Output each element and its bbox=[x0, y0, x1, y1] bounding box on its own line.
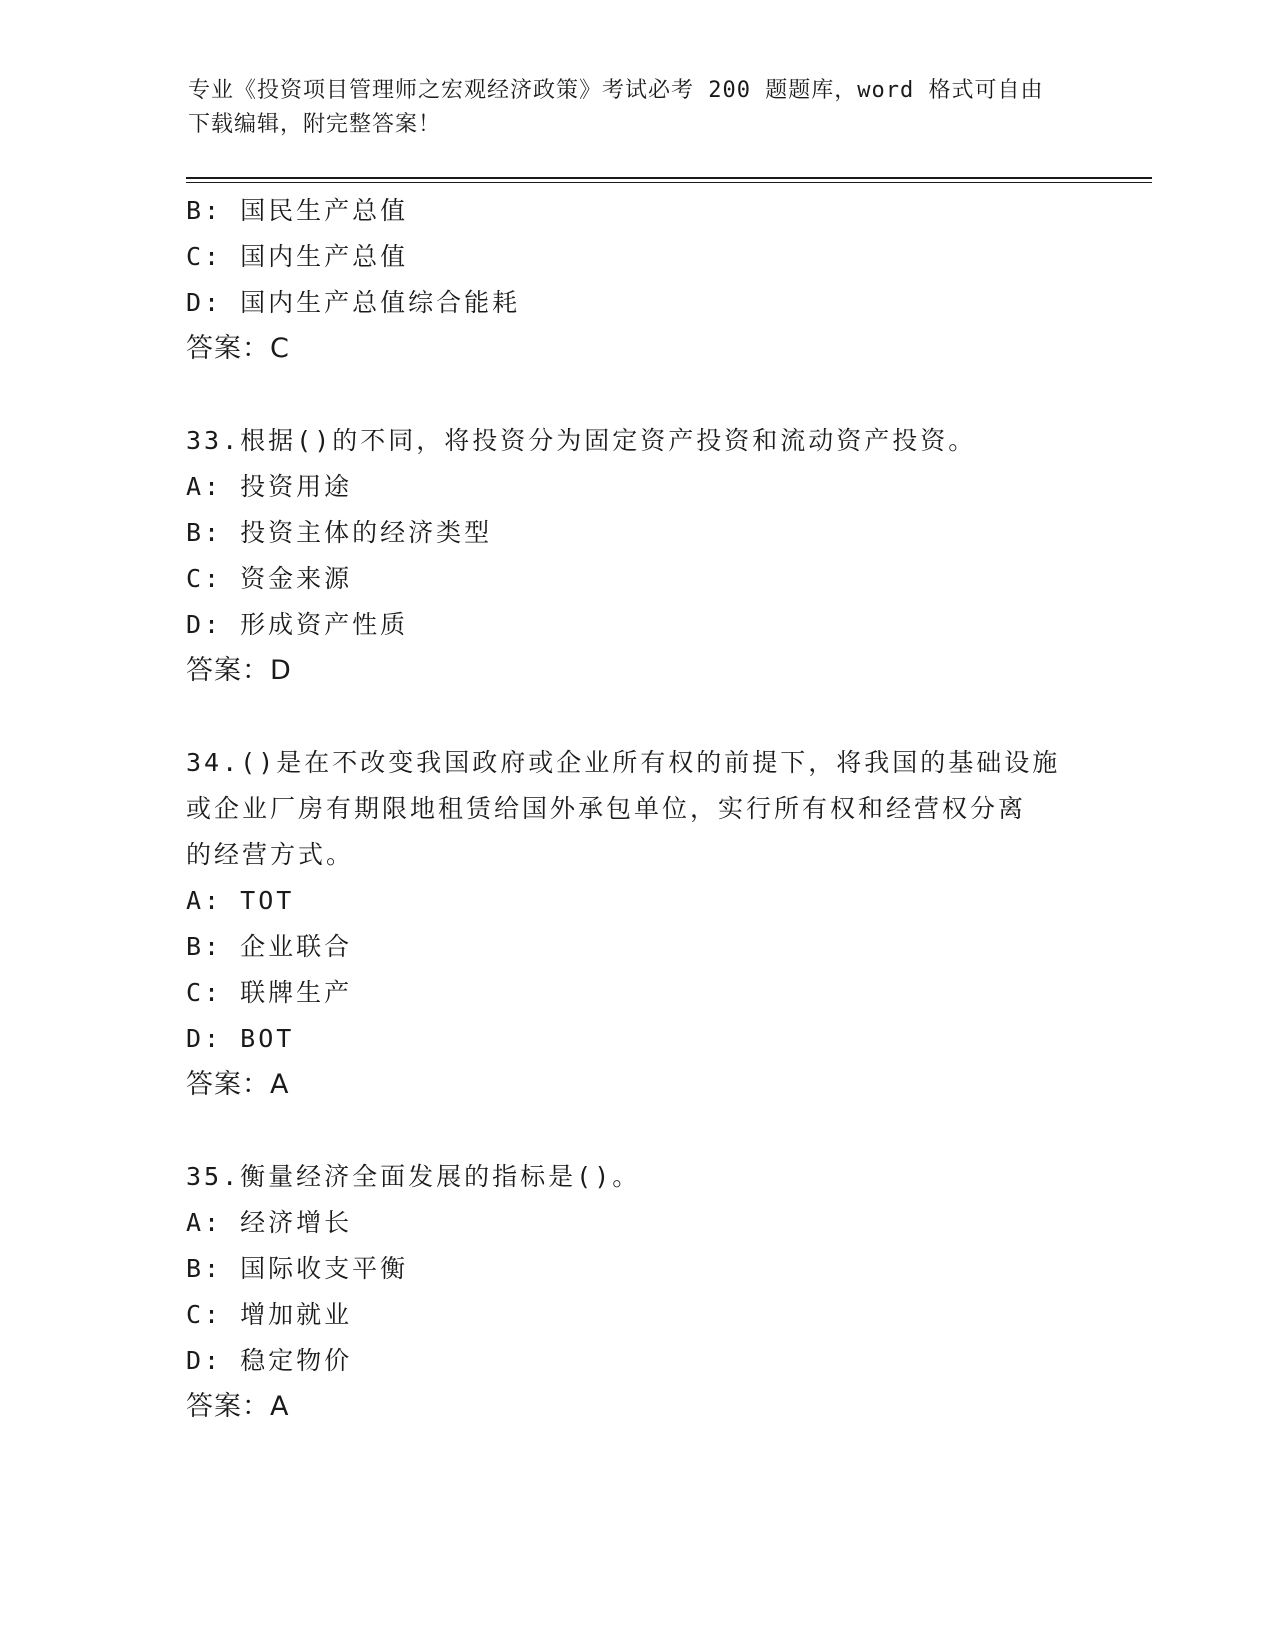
answer-line: 答案：A bbox=[186, 1391, 290, 1422]
option-d: D: 国内生产总值综合能耗 bbox=[186, 288, 521, 317]
question-stem: 33.根据()的不同，将投资分为固定资产投资和流动资产投资。 bbox=[186, 426, 977, 455]
question-stem: 35.衡量经济全面发展的指标是()。 bbox=[186, 1162, 641, 1191]
question-34 bbox=[186, 740, 1086, 1108]
option-b: B: 企业联合 bbox=[186, 932, 353, 961]
answer-line: 答案：C bbox=[186, 333, 290, 364]
question-content bbox=[186, 188, 1086, 1476]
option-d: D: BOT bbox=[186, 1024, 295, 1053]
header-line-1: 专业《投资项目管理师之宏观经济政策》考试必考 200 题题库，word 格式可自由 bbox=[188, 78, 1044, 103]
option-d: D: 形成资产性质 bbox=[186, 610, 409, 639]
option-c: C: 国内生产总值 bbox=[186, 242, 409, 271]
document-header bbox=[188, 74, 1068, 142]
header-line-2: 下载编辑，附完整答案！ bbox=[188, 112, 442, 137]
continued-question bbox=[186, 188, 1086, 372]
option-c: C: 增加就业 bbox=[186, 1300, 353, 1329]
question-35 bbox=[186, 1154, 1086, 1430]
option-c: C: 联牌生产 bbox=[186, 978, 353, 1007]
option-a: A: TOT bbox=[186, 886, 295, 915]
option-a: A: 投资用途 bbox=[186, 472, 353, 501]
question-stem-line-3: 的经营方式。 bbox=[186, 840, 355, 869]
option-d: D: 稳定物价 bbox=[186, 1346, 353, 1375]
header-rule-thin bbox=[186, 182, 1152, 183]
question-stem-line-2: 或企业厂房有期限地租赁给国外承包单位，实行所有权和经营权分离 bbox=[186, 794, 1027, 823]
option-c: C: 资金来源 bbox=[186, 564, 353, 593]
option-b: B: 国际收支平衡 bbox=[186, 1254, 409, 1283]
header-rule-thick bbox=[186, 177, 1152, 179]
option-b: B: 国民生产总值 bbox=[186, 196, 409, 225]
answer-line: 答案：A bbox=[186, 1069, 290, 1100]
option-a: A: 经济增长 bbox=[186, 1208, 353, 1237]
answer-line: 答案：D bbox=[186, 655, 292, 686]
question-stem-line-1: 34.()是在不改变我国政府或企业所有权的前提下，将我国的基础设施 bbox=[186, 748, 1061, 777]
option-b: B: 投资主体的经济类型 bbox=[186, 518, 493, 547]
question-33 bbox=[186, 418, 1086, 694]
